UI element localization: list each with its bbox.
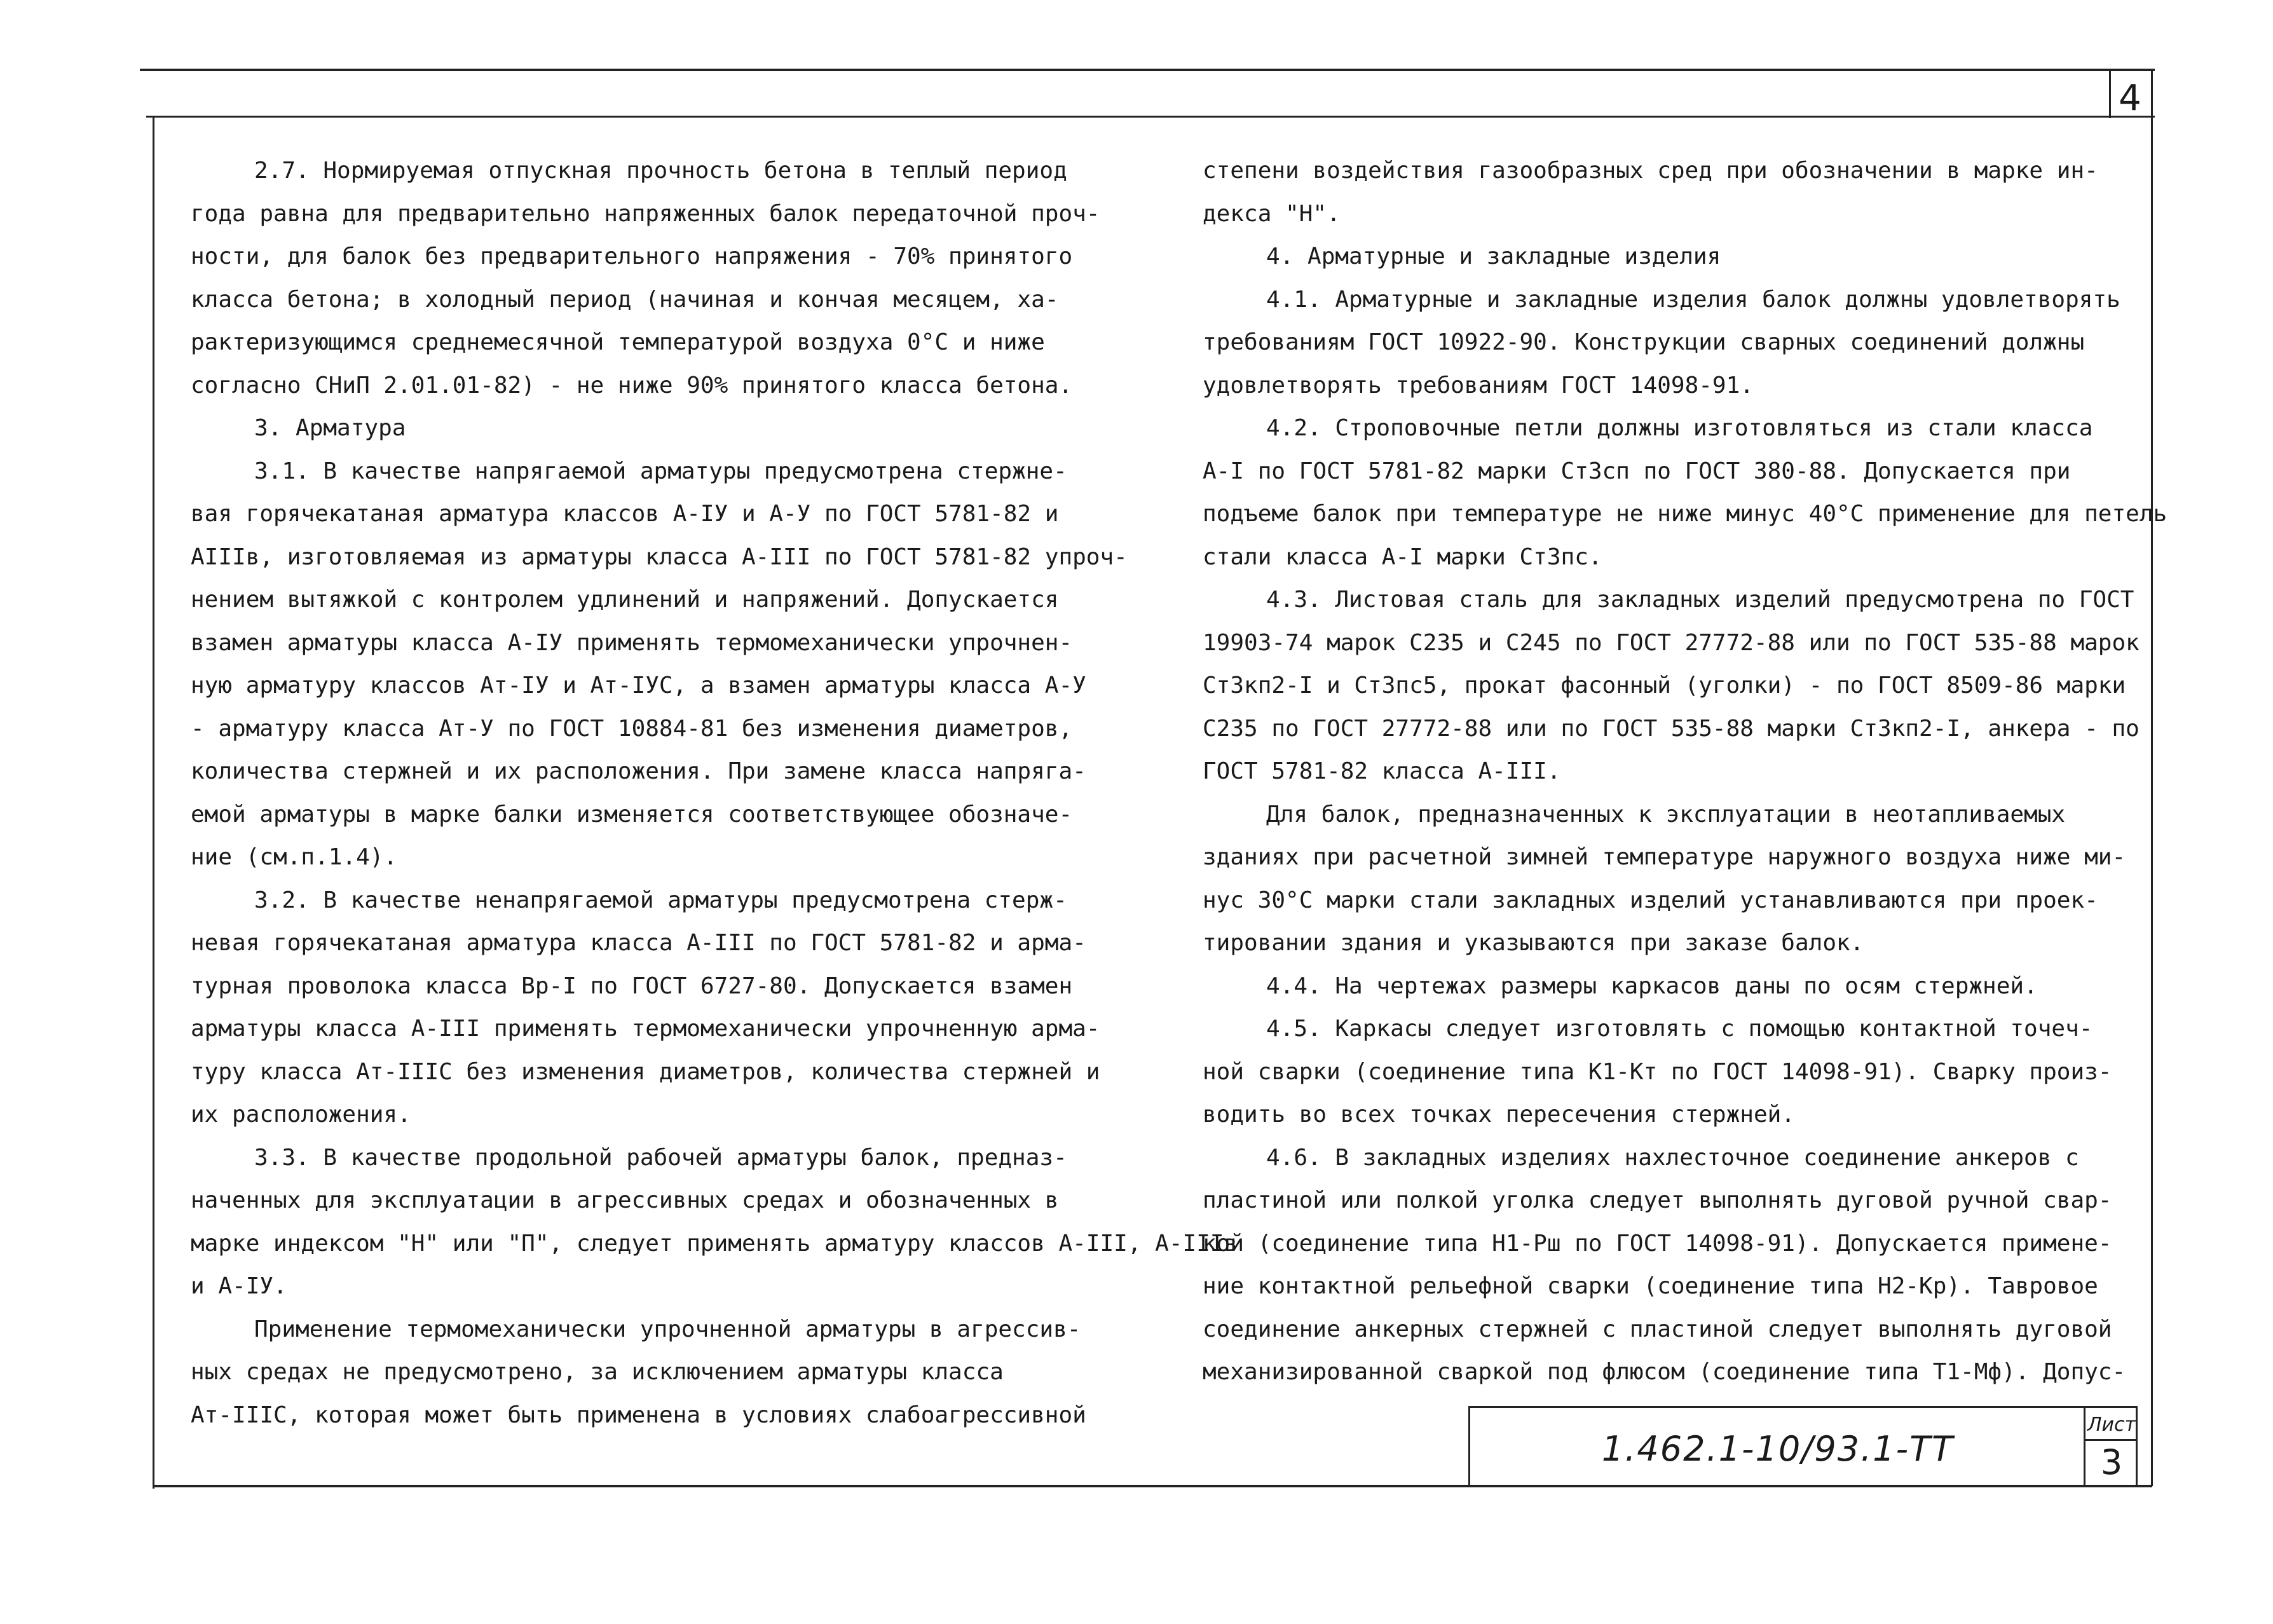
text-line: марке индексом "Н" или "П", следует применять арматуру классов А-III, А-IIIв (191, 1230, 1238, 1257)
text-line: их расположения. (191, 1102, 411, 1128)
text-line: зданиях при расчетной зимней температуре наружного воздуха ниже ми- (1203, 844, 2126, 870)
text-line: арматуры класса А-III применять термомеханически упрочненную арма- (191, 1016, 1100, 1042)
text-line: 3. Арматура (254, 415, 406, 441)
text-line: невая горячекатаная арматура класса А-III по ГОСТ 5781-82 и арма- (191, 930, 1086, 956)
text-line: 4.4. На чертежах размеры каркасов даны по осям стержней. (1266, 972, 2038, 999)
frame-inner-top-line (146, 116, 2155, 118)
top-sheet-number: 4 (2119, 78, 2141, 119)
text-line: 4. Арматурные и закладные изделия (1266, 243, 1721, 270)
text-line: года равна для предварительно напряженных балок передаточной проч- (191, 200, 1100, 227)
sheet-cell-left-line (2084, 1406, 2085, 1486)
frame-bottom-line (153, 1485, 2152, 1487)
text-line: Для балок, предназначенных к эксплуатации в неотапливаемых (1266, 801, 2066, 828)
right-text-column (1203, 149, 2167, 1394)
document-code: 1.462.1-10/93.1-ТТ (1601, 1429, 1955, 1469)
text-line: степени воздействия газообразных сред при обозначении в марке ин- (1203, 158, 2098, 184)
text-line: 19903-74 марок С235 и С245 по ГОСТ 27772-88 или по ГОСТ 535-88 марок (1203, 629, 2140, 656)
text-line: ной сварки (соединение типа К1-Кт по ГОСТ 14098-91). Сварку произ- (1203, 1058, 2112, 1085)
text-line: ГОСТ 5781-82 класса А-III. (1203, 758, 1561, 784)
text-line: ную арматуру классов Ат-IУ и Ат-IУС, а взамен арматуры класса А-У (191, 672, 1086, 699)
text-line: ных средах не предусмотрено, за исключением арматуры класса (191, 1359, 1004, 1385)
text-line: ности, для балок без предварительного напряжения - 70% принятого (191, 243, 1073, 270)
text-line: 2.7. Нормируемая отпускная прочность бетона в теплый период (254, 158, 1067, 184)
text-line: 4.3. Листовая сталь для закладных изделий предусмотрена по ГОСТ (1266, 587, 2134, 613)
text-line: тировании здания и указываются при заказе балок. (1203, 930, 1864, 956)
text-line: АIIIв, изготовляемая из арматуры класса А-III по ГОСТ 5781-82 упроч- (191, 543, 1128, 570)
sheet-number: 3 (2100, 1442, 2123, 1482)
text-line: емой арматуры в марке балки изменяется соответствующее обозначе- (191, 801, 1073, 828)
text-line: - арматуру класса Ат-У по ГОСТ 10884-81 без изменения диаметров, (191, 715, 1073, 742)
text-line: ние контактной рельефной сварки (соединение типа Н2-Кр). Тавровое (1203, 1273, 2098, 1299)
text-line: количества стержней и их расположения. При замене класса напряга- (191, 758, 1086, 784)
text-line: Ст3кп2-I и Ст3пс5, прокат фасонный (уголки) - по ГОСТ 8509-86 марки (1203, 672, 2126, 699)
text-line: А-I по ГОСТ 5781-82 марки Ст3сп по ГОСТ 380-88. Допускается при (1203, 458, 2071, 484)
text-line: требованиям ГОСТ 10922-90. Конструкции сварных соединений должны (1203, 329, 2085, 355)
text-line: нением вытяжкой с контролем удлинений и напряжений. Допускается (191, 587, 1059, 613)
text-line: 3.1. В качестве напрягаемой арматуры предусмотрена стержне- (254, 458, 1067, 484)
frame-left-line (153, 116, 154, 1489)
text-line: 4.5. Каркасы следует изготовлять с помощью контактной точеч- (1266, 1016, 2093, 1042)
text-line: и А-IУ. (191, 1273, 287, 1299)
text-line: 3.3. В качестве продольной рабочей арматуры балок, предназ- (254, 1144, 1067, 1171)
left-text-column (191, 149, 1238, 1436)
text-line: рактеризующимся среднемесячной температурой воздуха 0°С и ниже (191, 329, 1045, 355)
text-line: соединение анкерных стержней с пластиной следует выполнять дуговой (1203, 1316, 2112, 1342)
text-line: декса "Н". (1203, 200, 1341, 227)
text-line: наченных для эксплуатации в агрессивных средах и обозначенных в (191, 1187, 1059, 1213)
text-line: 3.2. В качестве ненапрягаемой арматуры предусмотрена стерж- (254, 887, 1067, 913)
text-line: стали класса А-I марки Ст3пс. (1203, 543, 1602, 570)
text-line: пластиной или полкой уголка следует выполнять дуговой ручной свар- (1203, 1187, 2112, 1213)
text-line: вая горячекатаная арматура классов А-IУ и А-У по ГОСТ 5781-82 и (191, 501, 1059, 527)
title-block-left-line (1468, 1406, 1470, 1486)
text-line: турная проволока класса Вр-I по ГОСТ 6727-80. Допускается взамен (191, 972, 1073, 999)
text-line: класса бетона; в холодный период (начиная и кончая месяцем, ха- (191, 286, 1059, 313)
text-line: 4.2. Строповочные петли должны изготовляться из стали класса (1266, 415, 2093, 441)
text-line: подъеме балок при температуре не ниже минус 40°С применение для петель (1203, 501, 2167, 527)
text-line: механизированной сваркой под флюсом (соединение типа Т1-Мф). Допус- (1203, 1359, 2126, 1385)
text-line: туру класса Ат-IIIС без изменения диаметров, количества стержней и (191, 1058, 1100, 1085)
text-line: удовлетворять требованиям ГОСТ 14098-91. (1203, 372, 1754, 399)
text-line: согласно СНиП 2.01.01-82) - не ниже 90% принятого класса бетона. (191, 372, 1073, 399)
sheet-label: Лист (2087, 1414, 2136, 1436)
text-line: 4.6. В закладных изделиях нахлесточное соединение анкеров с (1266, 1144, 2079, 1171)
text-line: кой (соединение типа Н1-Рш по ГОСТ 14098-91). Допускается примене- (1203, 1230, 2112, 1257)
text-line: 4.1. Арматурные и закладные изделия балок должны удовлетворять (1266, 286, 2120, 313)
text-line: Применение термомеханически упрочненной арматуры в агрессив- (254, 1316, 1081, 1342)
text-line: Ат-IIIС, которая может быть применена в условиях слабоагрессивной (191, 1402, 1086, 1428)
text-line: ние (см.п.1.4). (191, 844, 398, 870)
frame-top-line (140, 69, 2155, 71)
text-line: водить во всех точках пересечения стержней. (1203, 1102, 1795, 1128)
text-line: С235 по ГОСТ 27772-88 или по ГОСТ 535-88 марки Ст3кп2-I, анкера - по (1203, 715, 2140, 742)
title-block-top-line (1468, 1406, 2136, 1408)
text-line: нус 30°С марки стали закладных изделий устанавливаются при проек- (1203, 887, 2098, 913)
text-line: взамен арматуры класса А-IУ применять термомеханически упрочнен- (191, 629, 1073, 656)
